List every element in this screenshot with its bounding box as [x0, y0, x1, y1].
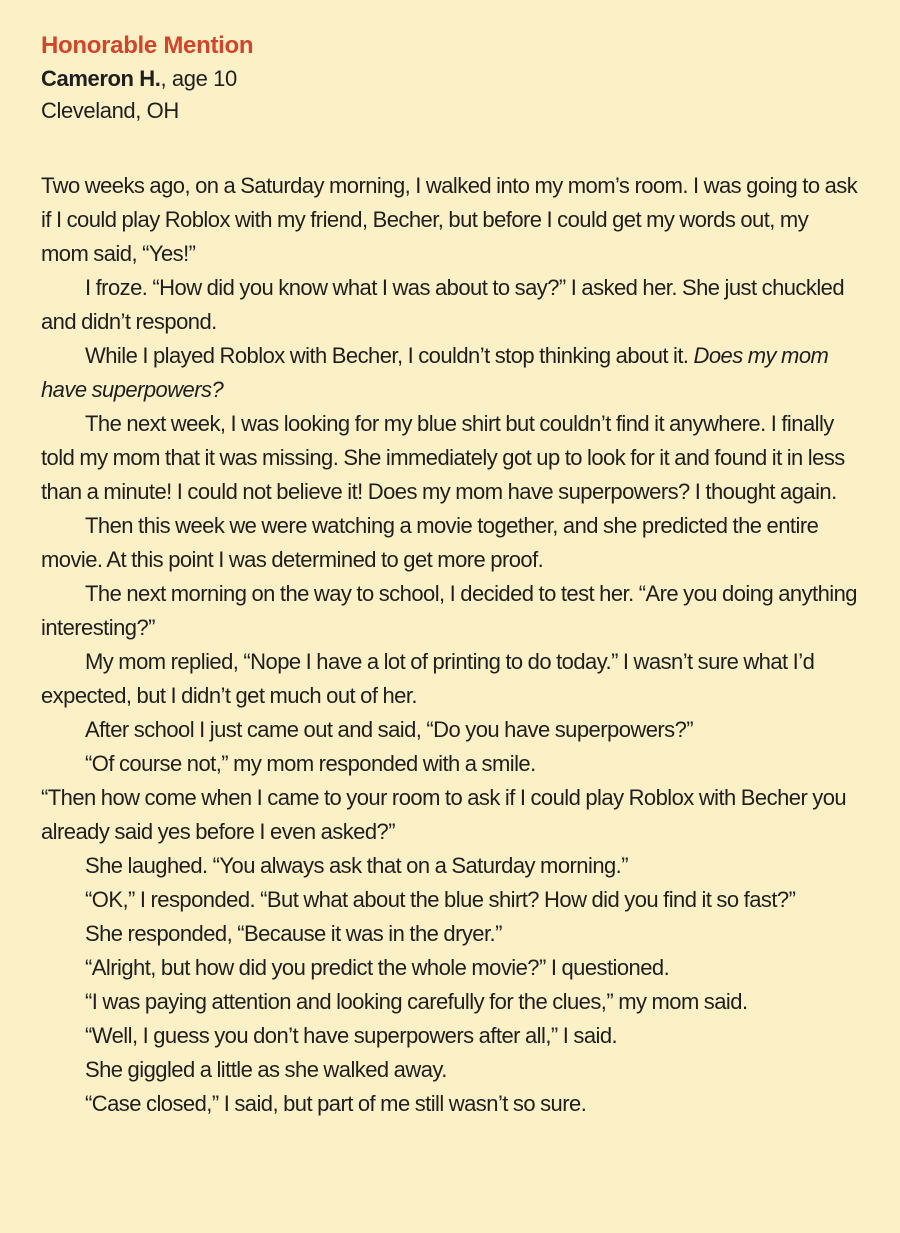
story-text: While I played Roblox with Becher, I couldn’t stop thinking about it.: [85, 343, 694, 368]
story-body: [41, 169, 860, 1121]
story-paragraph: “Then how come when I came to your room to ask if I could play Roblox with Becher you already said yes before I even asked?”: [41, 785, 847, 844]
story-paragraph: The next morning on the way to school, I decided to test her. “Are you doing anything interesting?”: [41, 581, 857, 640]
story-paragraph: [41, 339, 860, 407]
story-paragraph: Two weeks ago, on a Saturday morning, I walked into my mom’s room. I was going to ask if I could play Roblox with my friend, Becher, but before I could get my words out, my mom said, “Yes!”: [41, 173, 858, 266]
story-paragraph: My mom replied, “Nope I have a lot of printing to do today.” I wasn’t sure what I’d expected, but I didn’t get much out of her.: [41, 649, 815, 708]
story-italic-text: Does my mom have superpowers?: [41, 343, 829, 402]
story-paragraph: She laughed. “You always ask that on a Saturday morning.”: [85, 853, 629, 878]
story-paragraph: She giggled a little as she walked away.: [85, 1057, 447, 1082]
story-paragraph: She responded, “Because it was in the dryer.”: [85, 921, 502, 946]
story-paragraph: The next week, I was looking for my blue shirt but couldn’t find it anywhere. I finally told my mom that it was missing. She immediately got up to look for it and found it in less than a minute! I could not believe it! Does my mom have superpowers? I thought again.: [41, 411, 845, 504]
story-paragraph: “I was paying attention and looking carefully for the clues,” my mom said.: [85, 989, 748, 1014]
story-paragraph: “Well, I guess you don’t have superpowers after all,” I said.: [85, 1023, 618, 1048]
story-paragraph: “Case closed,” I said, but part of me still wasn’t so sure.: [85, 1091, 587, 1116]
author-age: , age 10: [160, 66, 237, 91]
author-location: Cleveland, OH: [41, 98, 179, 123]
story-paragraph: “Alright, but how did you predict the whole movie?” I questioned.: [85, 955, 670, 980]
award-heading: Honorable Mention: [41, 32, 254, 59]
story-paragraph: Then this week we were watching a movie together, and she predicted the entire movie. At this point I was determined to get more proof.: [41, 513, 819, 572]
author-name: Cameron H.: [41, 66, 161, 91]
story-paragraph: “Of course not,” my mom responded with a smile.: [85, 751, 536, 776]
story-paragraph: I froze. “How did you know what I was about to say?” I asked her. She just chuckled and didn’t respond.: [41, 275, 845, 334]
story-paragraph: After school I just came out and said, “Do you have superpowers?”: [85, 717, 694, 742]
story-paragraph: “OK,” I responded. “But what about the blue shirt? How did you find it so fast?”: [85, 887, 796, 912]
author-line: [41, 63, 860, 95]
